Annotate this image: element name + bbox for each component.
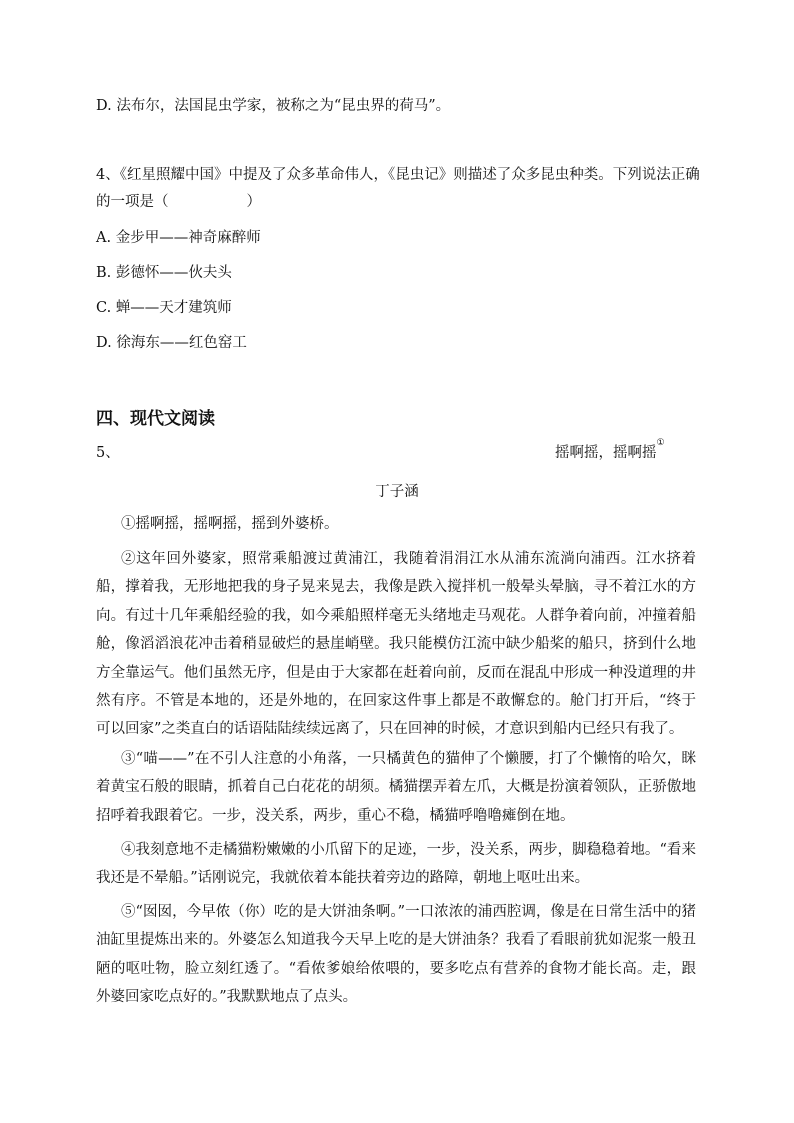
paragraph-1: ①摇啊摇，摇啊摇，摇到外婆桥。 — [121, 516, 339, 532]
q4-stem-line1: 4、《红星照耀中国》中提及了众多革命伟人，《昆虫记》则描述了众多昆虫种类。下列说法正确 — [96, 167, 700, 183]
q3-option-d: D. 法布尔，法国昆虫学家，被称之为“昆虫界的荷马”。 — [96, 98, 451, 114]
q4-option-c: C. 蝉——天才建筑师 — [96, 300, 232, 316]
q4-stem-start: 的一项是（ — [96, 194, 169, 210]
q4-option-d: D. 徐海东——红色窑工 — [96, 335, 247, 351]
footnote-marker: ① — [656, 438, 665, 448]
passage-title-text: 摇啊摇，摇啊摇 — [555, 445, 657, 461]
q5-number: 5、 — [96, 445, 120, 461]
q4-option-b: B. 彭德怀——伙夫头 — [96, 265, 232, 281]
paragraph-3: ③“喵——”在不引人注意的小角落，一只橘黄色的猫伸了个懒腰，打了个懒惰的哈欠，眯着黄宝石般的眼睛，抓着自己白花花的胡须。橘猫摆弄着左爪，大概是扮演着领队，正骄傲地招呼着我跟着它。一步，没关系，两步，重心不稳，橘猫呼噜噜瘫倒在地。 — [96, 751, 696, 824]
q4-stem-end: ） — [246, 194, 261, 210]
section-heading: 四、现代文阅读 — [96, 409, 215, 429]
paragraph-2: ②这年回外婆家，照常乘船渡过黄浦江，我随着涓涓江水从浦东流淌向浦西。江水挤着船，撑着我，无形地把我的身子晃来晃去，我像是跌入搅拌机一般晕头晕脑，寻不着江水的方向。有过十几年乘船经验的我，如今乘船照样毫无头绪地走马观花。人群争着向前，冲撞着船舱，像滔滔浪花冲击着稍显破烂的悬崖峭壁。我只能模仿江流中缺少船桨的船只，挤到什么地方全靠运气。他们虽然无序，但是由于大家都在赶着向前，反而在混乱中形成一种没道理的井然有序。不管是本地的，还是外地的，在回家这件事上都是不敢懈怠的。舱门打开后，“终于可以回家”之类直白的话语陆陆续续远离了，只在回神的时候，才意识到船内已经只有我了。 — [96, 551, 696, 738]
q4-stem-line2 — [96, 192, 261, 212]
passage-author: 丁子涵 — [375, 484, 419, 500]
passage-title — [555, 438, 665, 462]
paragraph-5: ⑤“囡囡，今早侬（你）吃的是大饼油条啊。”一口浓浓的浦西腔调，像是在日常生活中的猪油缸里提炼出来的。外婆怎么知道我今天早上吃的是大饼油条？我看了看眼前犹如泥浆一般丑陋的呕吐物，脸立刻红透了。“看侬爹娘给侬喂的，要多吃点有营养的食物才能长高。走，跟外婆回家吃点好的。”我默默地点了点头。 — [96, 904, 696, 1006]
q4-option-a: A. 金步甲——神奇麻醉师 — [96, 230, 261, 246]
paragraph-4: ④我刻意地不走橘猫粉嫩嫩的小爪留下的足迹，一步，没关系，两步，脚稳稳着地。“看来我还是不晕船。”话刚说完，我就依着本能扶着旁边的路障，朝地上呕吐出来。 — [96, 842, 696, 887]
